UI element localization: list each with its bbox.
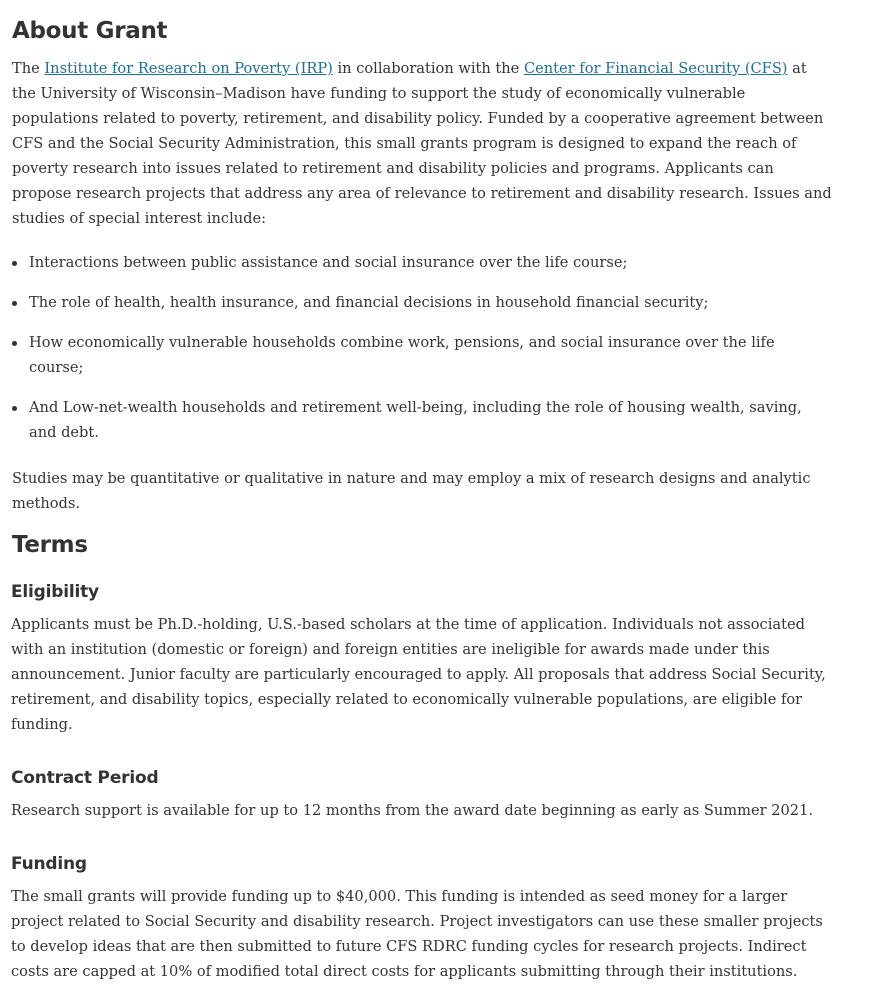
list-item (12, 395, 832, 445)
list-item (12, 290, 832, 315)
funding-paragraph: The small grants will provide funding up to $40,000. This funding is intended as seed money for a larger project related to Social Security and disability research. Project investigators can use these smaller projects to develop ideas that are then submitted to future CFS RDRC funding cycles for research projects. Indirect costs are capped at 10% of modified total direct costs for applicants submitting through their institutions. (11, 888, 823, 980)
bullet-icon (12, 406, 17, 411)
funding-heading: Funding (11, 854, 87, 874)
list-item-text: And Low-net-wealth households and retirement well-being, including the role of housing wealth, saving, and debt. (29, 399, 802, 441)
terms-heading: Terms (12, 532, 88, 558)
list-item-text: How economically vulnerable households combine work, pensions, and social insurance over the life course; (29, 334, 775, 376)
contract-period-paragraph: Research support is available for up to 12 months from the award date beginning as early as Summer 2021. (11, 802, 814, 819)
bullet-icon (12, 341, 17, 346)
list-item-text: Interactions between public assistance and social insurance over the life course; (29, 254, 628, 271)
list-item (12, 250, 832, 275)
list-item-text: The role of health, health insurance, and financial decisions in household financial security; (29, 294, 709, 311)
about-closing-paragraph: Studies may be quantitative or qualitative in nature and may employ a mix of research designs and analytic methods. (12, 470, 811, 512)
intro-mid: in collaboration with the (332, 60, 524, 77)
intro-prefix: The (12, 60, 45, 77)
about-intro-paragraph (12, 56, 832, 231)
eligibility-heading: Eligibility (11, 582, 99, 602)
bullet-icon (12, 301, 17, 306)
irp-link[interactable]: Institute for Research on Poverty (IRP) (44, 60, 333, 77)
about-grant-heading: About Grant (12, 18, 168, 44)
contract-period-heading: Contract Period (11, 768, 159, 788)
list-item (12, 330, 832, 380)
intro-rest: at the University of Wisconsin–Madison have funding to support the study of economically vulnerable populations related to poverty, retirement, and disability policy. Funded by a cooperative agreement between CFS and the Social Security Administration, this small grants program is designed to expand the reach of poverty research into issues related to retirement and disability policies and programs. Applicants can propose research projects that address any area of relevance to retirement and disability research. Issues and studies of special interest include: (12, 60, 832, 227)
bullet-icon (12, 261, 17, 266)
cfs-link[interactable]: Center for Financial Security (CFS) (523, 60, 788, 77)
special-interest-list (12, 250, 832, 445)
eligibility-paragraph: Applicants must be Ph.D.-holding, U.S.-based scholars at the time of application. Individuals not associated with an institution (domestic or foreign) and foreign entities are ineligible for awards made under this announcement. Junior faculty are particularly encouraged to apply. All proposals that address Social Security, retirement, and disability topics, especially related to economically vulnerable populations, are eligible for funding. (11, 616, 826, 733)
